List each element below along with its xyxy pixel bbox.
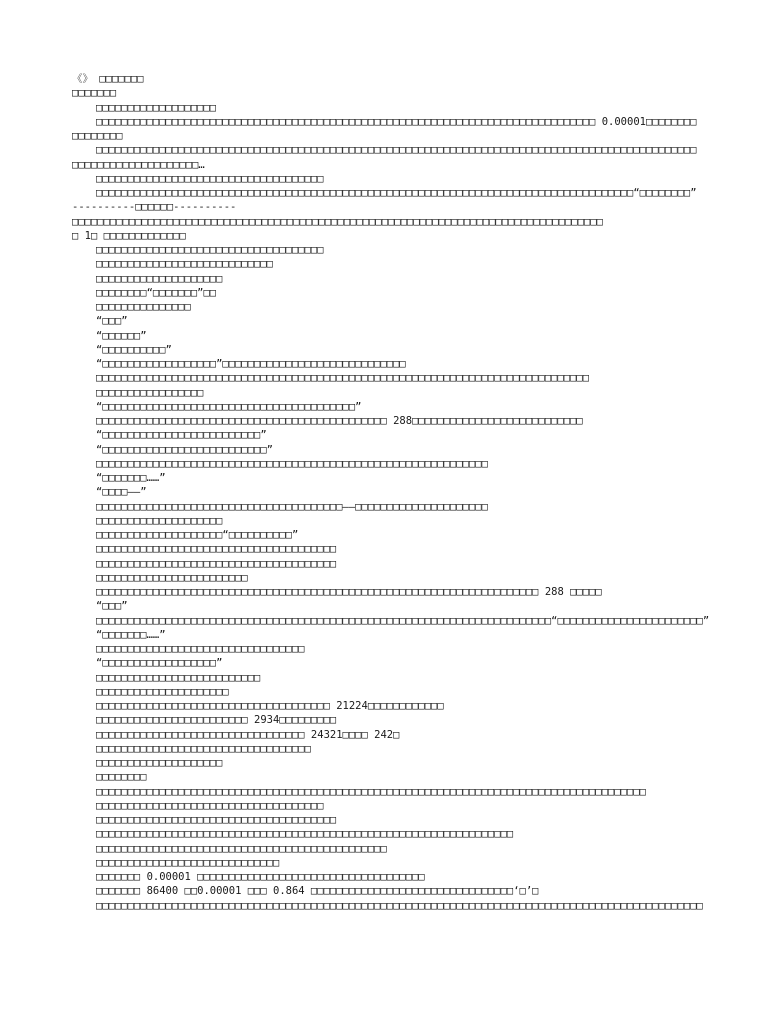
text-line: “□□□□□□□□□□□□□□□□□□” — [96, 657, 223, 670]
text-line: □□□□□□□□□□□□□□□□□□□□□□□□□□□□□□□□□□□□□□□□□□□□□□□□□□□□□□□□□□□□□□□□□□□□□□□□□□□□□□□□□□□□ — [72, 215, 604, 228]
text-line: □□□□□□□ 86400 □□0.00001 □□□ 0.864 □□□□□□□□□□□□□□□□□□□□□□□□□□□□□□□□‘□’□ — [96, 885, 539, 898]
text-line: □□□□□□□□ — [96, 771, 147, 784]
text-line: □□□□□□□□□□□□□□□□□□□□□□□□□□□□□□□□□ — [96, 643, 305, 655]
text-line: “□□□□□□” — [96, 329, 147, 342]
text-line: “□□□” — [96, 315, 128, 328]
document-title: 《》 □□□□□□□ — [72, 73, 144, 85]
text-line: □□□□□□□□□□□□□□□□□□□□□□□□□□□□ — [96, 258, 274, 271]
text-line: □□□□□□□□□□□□□□□□□□□□□□□□□□□□□□□□□□□□□□□□□□□□□□□□□□□□□□□□□□□□□□□□□□ — [96, 828, 514, 841]
text-line: □□□□□□□□□□□□□□□□□□□□ — [96, 757, 223, 769]
text-line: ----------□□□□□□---------- — [72, 201, 237, 214]
text-line: “□□□□——” — [96, 486, 147, 499]
text-line: □□□□□□□□□□□□□□□□□□□□□□□□□□□□□□□□□□□□□□□□□□□□□□ — [96, 842, 387, 855]
text-line: □□□□□□□□□□□□□□□□□□□□□□□□□□□□□□□□□□□□□□ — [96, 543, 337, 556]
text-line: □□□□□□□□□□□□□□□□□□□□□□□□□□□□□□□□□□□□□□□□□□□□□□ 288□□□□□□□□□□□□□□□□□□□□□□□□□□□ — [96, 415, 583, 427]
text-line: □□□□□□□□□□□□□□□□□□□□“□□□□□□□□□□” — [96, 529, 299, 541]
text-line: “□□□□□□□……” — [96, 472, 166, 484]
text-line: □□□□□□□□□□□□□□□□□□□□□□□□□□□□□□□□□ 24321□□□□ 242□ — [96, 728, 400, 741]
text-line: □□□□□□□□□□□□□□□□□□□□□□□□ — [96, 571, 248, 584]
text-line: □□□□□□□□□□□□□□□□□□□□□□□□□□□□□□□□□□ — [96, 742, 311, 755]
text-line: □□□□□□□□□□□□□□□□□ — [96, 386, 204, 399]
text-line: □□□□□□□□□□□□□□□□□□□ — [96, 101, 217, 114]
text-line: □□□□□□□□□□□□□□□□□□□□□□□□ 2934□□□□□□□□□ — [96, 714, 337, 727]
text-line: “□□□” — [96, 600, 128, 613]
text-line: □□□□□□□□□□□□□□□□□□□□□□□□□□□□□□□□□□□□□ 21224□□□□□□□□□□□□ — [96, 700, 444, 712]
text-line: □□□□□□□□□□□□□□□□□□□□□□□□□□□□□□□□□□□□□□□□□□□□□□□□□□□□□□□□□□□□□□□□□□□□□□ 288 □□□□□ — [96, 586, 602, 598]
text-line: □□□□□□□□□□□□□□□□□□□□□□□□□□□□□□□□□□□□□□□□□□□□□□□□□□□□□□□□□□□□□□□□□□□□□□□□□□□□□□□□□□□□□□□ — [96, 785, 646, 798]
text-line: “□□□□□□□□□□□□□□□□□□□□□□□□□” — [96, 429, 267, 442]
text-line: □□□□□□□□□□□□□□□□□□□□□□□□□□□□□□□□□□□□□□ — [96, 557, 337, 570]
text-line: □□□□□□□□□□□□□□□□□□□□□□□□□□□□□□□□□□□□□□□□□□□□□□□□□□□□□□□□□□□□□□□□□□□□□□□□“□□□□□□□□□□□□□□□□□□□□□□□” — [96, 614, 710, 627]
text-line: □□□□□□□□“□□□□□□□”□□ — [96, 286, 217, 299]
text-line: □□□□□□□□□□□□□□□□□□□□□□□□□□□□□□□□□□□□ — [96, 799, 324, 812]
text-line: “□□□□□□□□□□□□□□□□□□”□□□□□□□□□□□□□□□□□□□□□□□□□□□□□ — [96, 358, 406, 370]
text-line: □□□□□□□□□□□□□□□□□□□□□□□□□□□□□□□□□□□□□□□□□□□□□□□□□□□□□□□□□□□□□□□□□□□□□□□□□□□□□□ — [96, 372, 590, 385]
text-line: □ 1□ □□□□□□□□□□□□□ — [72, 229, 186, 242]
text-line: □□□□□□□□□□□□□□□□□□□□□□□□□□□□□□□□□□□□□□□□□□□□□□□□□□□□□□□□□□□□□□□□□□□□□□□□□□□□□□□□□□□□□“□□□□□□□□” — [96, 187, 697, 199]
text-line: □□□□□□□□□□□□□□□□□□□□□□□□□□□□□□□□□□□□□□□□□□□□□□□□□□□□□□□□□□□□□□□□□□□□□□□□□□□□□□□□□□□□□□□□□□□□□□□□ — [96, 899, 703, 912]
text-line: □□□□□□□□□□□□□□□□□□□□□□□□□□□□□ — [96, 856, 280, 869]
text-line: □□□□□□□□□□□□□□□□□□□□□□□□□□□□□□□□□□□□□□ — [96, 814, 337, 826]
text-line: □□□□□□□□□□□□□□□□□□□□□□□□□□□□□□□□□□□□□□□□□□□□□□□□□□□□□□□□□□□□□□□□□□□□□□□□□□□□□□□ 0.00001□□□□□□□□ — [96, 115, 697, 128]
text-line: □□□□□□□ — [72, 87, 117, 100]
text-line: □□□□□□□□□□□□□□□□□□□□□□□□□□□□□□□□□□□□ — [96, 172, 324, 185]
text-line: “□□□□□□□……” — [96, 628, 166, 641]
text-line: □□□□□□□□□□□□□□□□□□□□□ — [96, 685, 229, 698]
text-line: □□□□□□□□□□□□□□□□□□□□□□□□□□□□□□□□□□□□□□□□□□□□□□□□□□□□□□□□□□□□□□□□□□□□□□□□□□□□□□□□□□□□□□□□□□□□□□□ — [96, 144, 697, 157]
text-line: “□□□□□□□□□□□□□□□□□□□□□□□□□□□□□□□□□□□□□□□□” — [96, 400, 362, 413]
text-line: □□□□□□□□□□□□□□□□□□□□□□□□□□□□□□□□□□□□□□□——□□□□□□□□□□□□□□□□□□□□□ — [96, 500, 488, 513]
text-line: □□□□□□□□ — [72, 130, 123, 142]
text-line: □□□□□□□□□□□□□□□□□□□□… — [72, 158, 205, 171]
text-line: “□□□□□□□□□□□□□□□□□□□□□□□□□□” — [96, 443, 274, 456]
text-line: □□□□□□□□□□□□□□□□□□□□□□□□□□□□□□□□□□□□□□□□□□□□□□□□□□□□□□□□□□□□□□ — [96, 457, 488, 470]
text-line: □□□□□□□□□□□□□□□□□□□□□□□□□□□□□□□□□□□□ — [96, 244, 324, 256]
text-line: □□□□□□□□□□□□□□□□□□□□ — [96, 272, 223, 285]
text-line: □□□□□□□ 0.00001 □□□□□□□□□□□□□□□□□□□□□□□□□□□□□□□□□□□□ — [96, 871, 425, 883]
text-line: □□□□□□□□□□□□□□□□□□□□ — [96, 514, 223, 527]
text-line: “□□□□□□□□□□” — [96, 343, 172, 356]
text-line: □□□□□□□□□□□□□□□□□□□□□□□□□□ — [96, 671, 261, 684]
text-line: □□□□□□□□□□□□□□□ — [96, 301, 191, 313]
